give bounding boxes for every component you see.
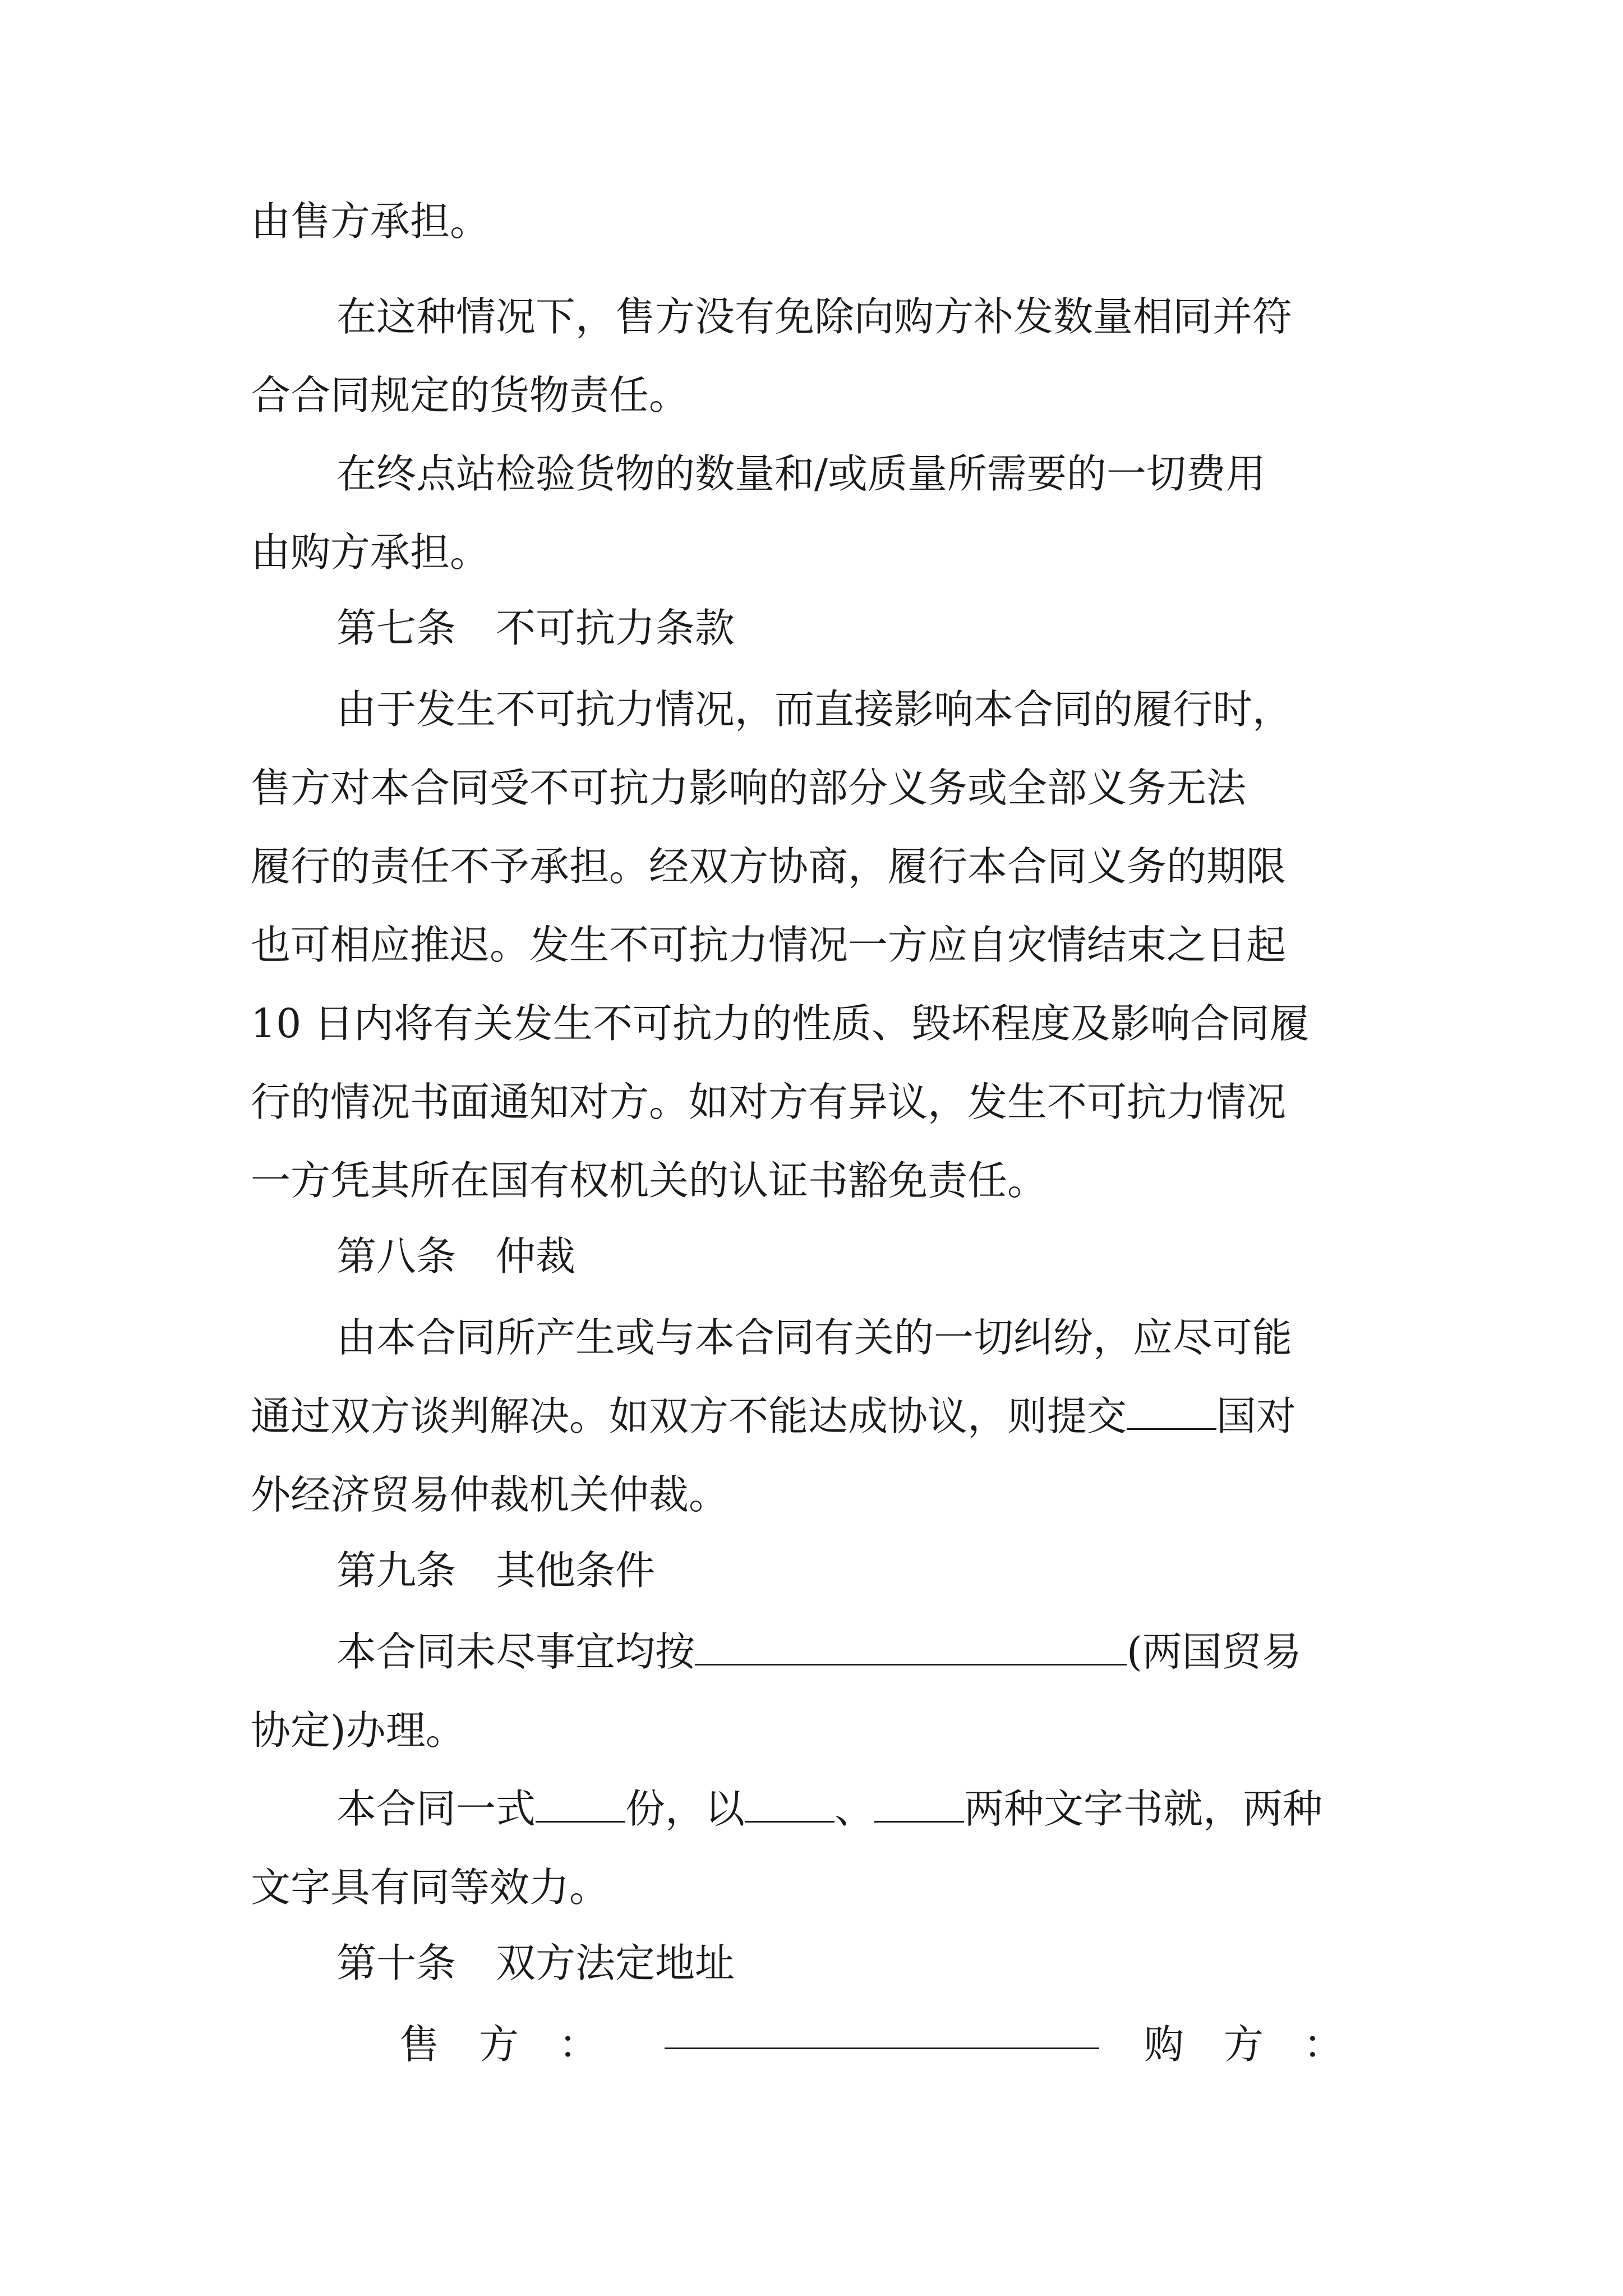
article-8-line (251, 1388, 1296, 1444)
seller-label: 售 方 ： (399, 2021, 599, 2068)
article-7-line: 售方对本合同受不可抗力影响的部分义务或全部义务无法 (251, 765, 1247, 811)
paragraph-line: 由购方承担。 (251, 529, 490, 576)
article-10-heading: 第十条 双方法定地址 (336, 1940, 735, 1986)
paragraph-line: 在这种情况下，售方没有免除向购方补发数量相同并符 (336, 293, 1293, 340)
seller-address-blank[interactable] (665, 2047, 1099, 2049)
paragraph-line: 合合同规定的货物责任。 (251, 372, 689, 418)
paragraph-line: 在终点站检验货物的数量和/或质量所需要的一切费用 (336, 450, 1266, 497)
buyer-label: 购 方 ： (1144, 2021, 1344, 2068)
article-7-heading: 第七条 不可抗力条款 (336, 605, 735, 651)
article-9-line: 协定)办理。 (251, 1707, 465, 1754)
article-8-heading: 第八条 仲裁 (336, 1233, 576, 1280)
article-9-text: 本合同未尽事宜均按 (336, 1628, 695, 1675)
article-7-line: 也可相应推迟。发生不可抗力情况一方应自灾情结束之日起 (251, 922, 1287, 968)
article-9-line: 文字具有同等效力。 (251, 1864, 610, 1911)
article-9-heading: 第九条 其他条件 (336, 1547, 656, 1594)
article-7-line: 由于发生不可抗力情况，而直接影响本合同的履行时， (336, 686, 1293, 733)
article-9-text: 份，以 (625, 1786, 745, 1832)
copies-blank[interactable] (536, 1789, 625, 1823)
article-7-line: 一方凭其所在国有权机关的认证书豁免责任。 (251, 1157, 1048, 1204)
article-7-line: 10 日内将有关发生不可抗力的性质、毁坏程度及影响合同履 (251, 1000, 1310, 1047)
paragraph-line: 由售方承担。 (251, 198, 490, 245)
article-9-text: 两种文字书就，两种 (964, 1786, 1323, 1832)
article-8-text: 通过双方谈判解决。如双方不能达成协议，则提交 (251, 1393, 1127, 1439)
article-9-text: 本合同一式 (336, 1786, 536, 1832)
article-7-line: 履行的责任不予承担。经双方协商，履行本合同义务的期限 (251, 843, 1287, 890)
language-1-blank[interactable] (745, 1789, 834, 1823)
article-8-text: 国对 (1216, 1393, 1297, 1439)
language-2-blank[interactable] (874, 1789, 964, 1823)
article-8-line: 由本合同所产生或与本合同有关的一切纠纷，应尽可能 (336, 1314, 1293, 1361)
article-9-text: 、 (834, 1786, 875, 1832)
country-blank[interactable] (1127, 1397, 1216, 1430)
article-7-line: 行的情况书面通知对方。如对方有异议，发生不可抗力情况 (251, 1079, 1287, 1125)
article-9-text: (两国贸易 (1127, 1628, 1302, 1675)
article-9-line (336, 1781, 1322, 1837)
article-8-line: 外经济贸易仲裁机关仲裁。 (251, 1471, 729, 1518)
agreement-blank[interactable] (695, 1632, 1127, 1665)
article-9-line (336, 1624, 1302, 1680)
